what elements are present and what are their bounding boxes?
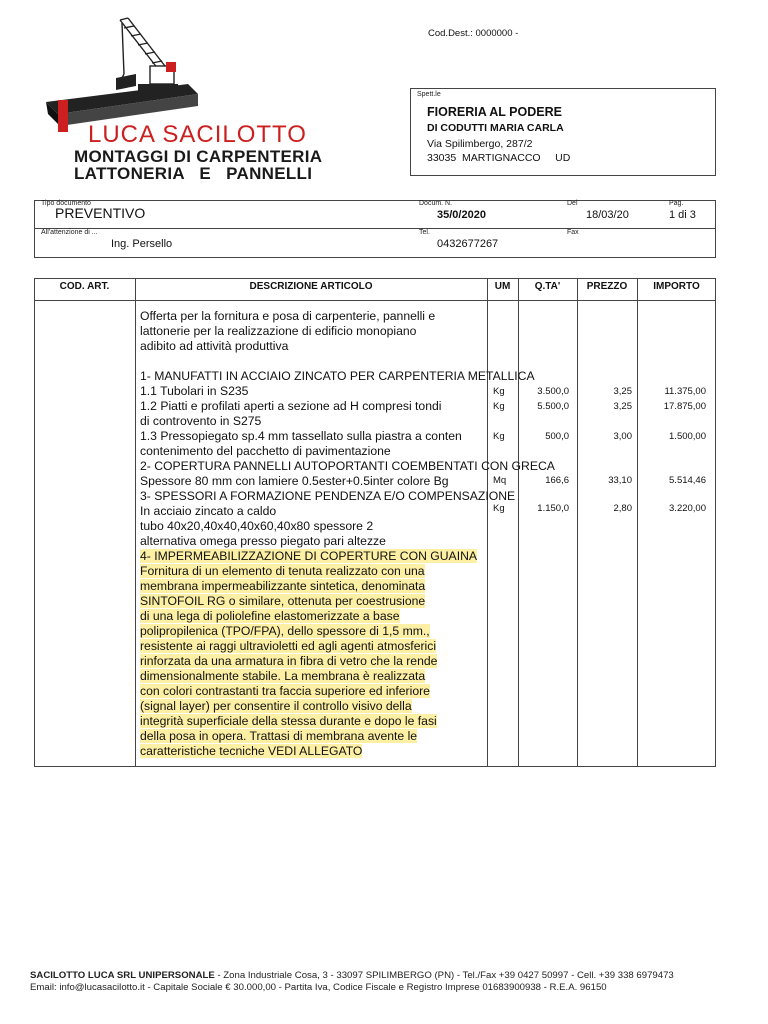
- highlighted-line: rinforzata da una armatura in fibra di vetro che la rende: [140, 654, 438, 668]
- highlighted-line: con colori contrastanti tra faccia superiore ed inferiore: [140, 684, 430, 698]
- header-importo: IMPORTO: [653, 281, 700, 292]
- desc-line: tubo 40x20,40x40,40x60,40x80 spessore 2: [140, 519, 374, 533]
- highlighted-line: dimensionalmente stabile. La membrana è realizzata: [140, 669, 426, 683]
- tel-value: 0432677267: [437, 238, 499, 250]
- highlighted-line: SINTOFOIL RG o similare, ottenuta per coestrusione: [140, 594, 426, 608]
- footer-company: SACILOTTO LUCA SRL UNIPERSONALE: [30, 970, 215, 981]
- desc-line: contenimento del pacchetto di pavimentazione: [140, 444, 391, 458]
- doc-number: 35/0/2020: [437, 209, 486, 221]
- recipient-label: Spett.le: [417, 91, 441, 98]
- row-qta: 500,0: [545, 431, 569, 442]
- attention-label: All'attenzione di ...: [41, 229, 98, 236]
- header-qta: Q.TA': [534, 281, 561, 292]
- row-prezzo: 3,25: [613, 386, 632, 397]
- footer-line-2: Email: info@lucasacilotto.it - Capitale Sociale € 30.000,00 - Partita Iva, Codice Fiscale e Registro Imprese 01683900938 - R.E.A. 96150: [30, 982, 607, 993]
- description-text: [140, 309, 610, 759]
- doc-page: 1 di 3: [669, 209, 696, 221]
- desc-line: alternativa omega presso piegato pari altezze: [140, 534, 386, 548]
- header-descrizione: DESCRIZIONE ARTICOLO: [249, 281, 373, 292]
- doc-page-label: Pag.: [669, 200, 684, 207]
- row-um: Mq: [493, 475, 507, 486]
- row-importo: 17.875,00: [663, 401, 706, 412]
- row-prezzo: 33,10: [608, 475, 632, 486]
- attention-name: Ing. Persello: [111, 238, 173, 250]
- highlighted-line: integrità superficiale della stessa durante e dopo le fasi: [140, 714, 437, 728]
- highlighted-line: della posa in opera. Trattasi di membrana avente le: [140, 729, 418, 743]
- desc-line: 1.2 Piatti e profilati aperti a sezione ad H compresi tondi: [140, 399, 442, 413]
- highlighted-line: 4- IMPERMEABILIZZAZIONE DI COPERTURE CON GUAINA: [140, 549, 478, 563]
- highlighted-line: polipropilenica (TPO/FPA), dello spessore di 1,5 mm.,: [140, 624, 430, 638]
- desc-line: 1.1 Tubolari in S235: [140, 384, 249, 398]
- row-importo: 1.500,00: [669, 431, 706, 442]
- row-prezzo: 3,25: [613, 401, 632, 412]
- logo-name: LUCA SACILOTTO: [88, 121, 307, 148]
- row-qta: 3.500,0: [537, 386, 569, 397]
- highlighted-line: resistente ai raggi ultravioletti ed agli agenti atmosferici: [140, 639, 437, 653]
- doc-date-label: Del: [567, 200, 578, 207]
- footer-address: - Zona Industriale Cosa, 3 - 33097 SPILIMBERGO (PN) - Tel./Fax +39 0427 50997 - Cell. +39 338 6979473: [214, 970, 674, 981]
- company-logo: [38, 14, 328, 184]
- crane-icon: [38, 14, 328, 134]
- row-um: Kg: [493, 503, 505, 514]
- logo-line1: MONTAGGI DI CARPENTERIA: [74, 147, 323, 166]
- recipient-owner: DI CODUTTI MARIA CARLA: [427, 122, 564, 134]
- recipient-street: Via Spilimbergo, 287/2: [427, 138, 533, 150]
- recipient-city: 33035 MARTIGNACCO UD: [427, 152, 571, 164]
- desc-line: adibito ad attività produttiva: [140, 339, 289, 353]
- desc-line: Offerta per la fornitura e posa di carpenterie, pannelli e: [140, 309, 436, 323]
- row-qta: 166,6: [545, 475, 569, 486]
- doc-type: PREVENTIVO: [55, 205, 146, 221]
- cod-dest: Cod.Dest.: 0000000 -: [428, 28, 519, 39]
- highlighted-line: di una lega di poliolefine elastomerizzate a base: [140, 609, 400, 623]
- row-um: Kg: [493, 386, 505, 397]
- recipient-name: FIORERIA AL PODERE: [427, 105, 562, 119]
- desc-line: 1- MANUFATTI IN ACCIAIO ZINCATO PER CARPENTERIA METALLICA: [140, 369, 535, 383]
- row-prezzo: 3,00: [613, 431, 632, 442]
- highlighted-line: caratteristiche tecniche VEDI ALLEGATO: [140, 744, 363, 758]
- row-importo: 11.375,00: [664, 386, 706, 397]
- desc-line: [140, 354, 610, 369]
- fax-label: Fax: [567, 229, 579, 236]
- desc-line: 3- SPESSORI A FORMAZIONE PENDENZA E/O COMPENSAZIONE: [140, 489, 516, 503]
- highlighted-line: Fornitura di un elemento di tenuta realizzato con una: [140, 564, 425, 578]
- row-um: Kg: [493, 401, 505, 412]
- row-importo: 3.220,00: [669, 503, 706, 514]
- header-cod-art: COD. ART.: [59, 281, 110, 292]
- row-qta: 5.500,0: [537, 401, 569, 412]
- footer-line-1: [30, 970, 674, 981]
- recipient-box: [410, 88, 716, 176]
- desc-line: 1.3 Pressopiegato sp.4 mm tassellato sulla piastra a conten: [140, 429, 462, 443]
- desc-line: Spessore 80 mm con lamiere 0.5ester+0.5inter colore Bg: [140, 474, 449, 488]
- header-um: UM: [494, 281, 511, 292]
- row-qta: 1.150,0: [537, 503, 569, 514]
- highlighted-line: (signal layer) per consentire il controllo visivo della: [140, 699, 412, 713]
- logo-line2: LATTONERIA E PANNELLI: [74, 164, 313, 183]
- row-importo: 5.514,46: [669, 475, 706, 486]
- desc-line: di controvento in S275: [140, 414, 262, 428]
- desc-line: 2- COPERTURA PANNELLI AUTOPORTANTI COEMBENTATI CON GRECA: [140, 459, 555, 473]
- desc-line: In acciaio zincato a caldo: [140, 504, 277, 518]
- row-prezzo: 2,80: [613, 503, 632, 514]
- row-um: Kg: [493, 431, 505, 442]
- tel-label: Tel.: [419, 229, 430, 236]
- header-prezzo: PREZZO: [586, 281, 628, 292]
- highlighted-line: membrana impermeabilizzante sintetica, denominata: [140, 579, 426, 593]
- doc-date: 18/03/20: [586, 209, 629, 221]
- doc-type-label: Tipo documento: [41, 200, 91, 207]
- doc-number-label: Docum. N.: [419, 200, 453, 207]
- document-info-box: [34, 200, 716, 258]
- desc-line: lattonerie per la realizzazione di edificio monopiano: [140, 324, 417, 338]
